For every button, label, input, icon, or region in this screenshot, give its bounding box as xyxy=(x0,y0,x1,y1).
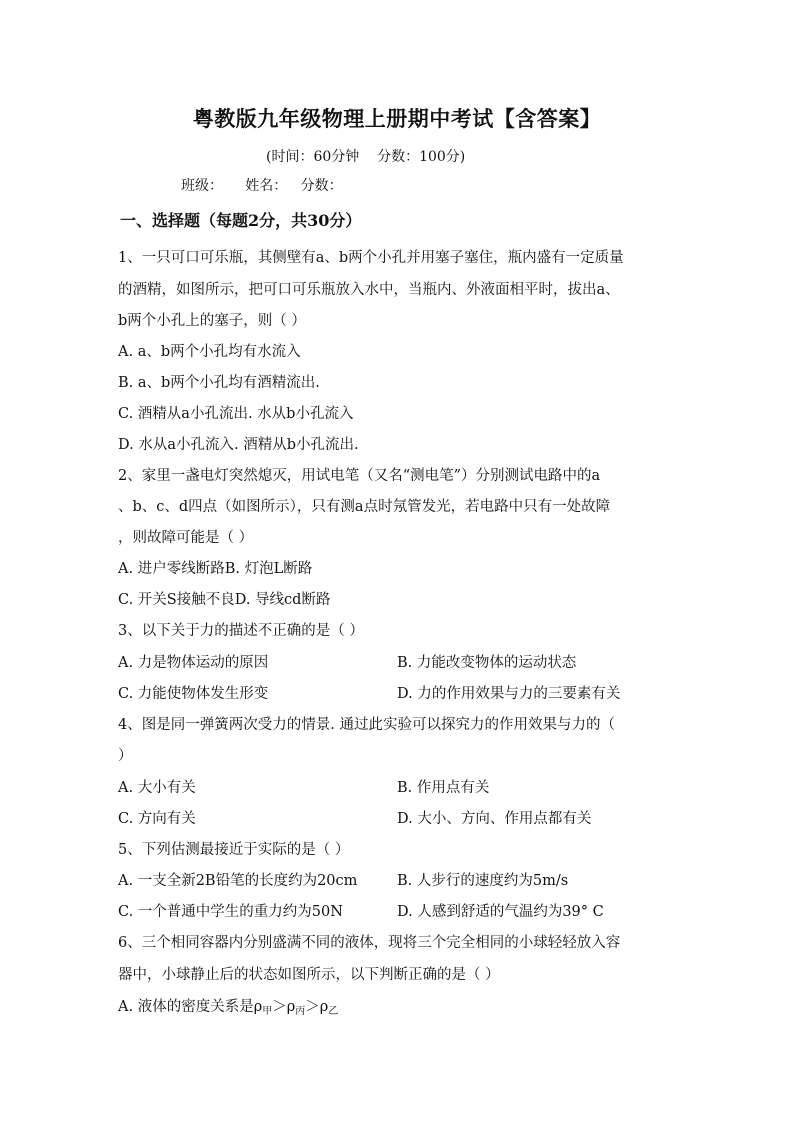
question-3-option-a: A. 力是物体运动的原因 xyxy=(118,655,269,671)
subscript-yi: 乙 xyxy=(328,1006,339,1017)
student-info: 班级： 姓名： 分数： xyxy=(181,178,343,194)
question-1-option-d: D. 水从a小孔流入. 酒精从b小孔流出. xyxy=(118,437,359,453)
question-2-line-1: 2、家里一盏电灯突然熄灭，用试电笔（又名“测电笔”）分别测试电路中的a xyxy=(118,468,601,484)
question-1-line-3: b两个小孔上的塞子，则（ ） xyxy=(118,313,306,329)
question-4-option-a: A. 大小有关 xyxy=(118,780,196,796)
question-6-line-1: 6、三个相同容器内分别盛满不同的液体，现将三个完全相同的小球轻轻放入容 xyxy=(118,935,621,951)
question-3-line-1: 3、以下关于力的描述不正确的是（ ） xyxy=(118,623,364,639)
question-4-line-2: ） xyxy=(118,748,133,764)
question-1-option-b: B. a、b两个小孔均有酒精流出. xyxy=(118,375,320,391)
subscript-jia: 甲 xyxy=(262,1006,273,1017)
question-6-line-2: 器中，小球静止后的状态如图所示，以下判断正确的是（ ） xyxy=(118,967,500,983)
question-6-option-a xyxy=(118,997,338,1019)
question-5-line-1: 5、下列估测最接近于实际的是（ ） xyxy=(118,842,350,858)
question-5-option-c: C. 一个普通中学生的重力约为50N xyxy=(118,904,343,920)
subscript-bing: 丙 xyxy=(295,1006,306,1017)
rho-symbol: ρ xyxy=(286,999,296,1015)
option-a-text: A. 液体的密度关系是 xyxy=(118,999,254,1015)
question-4-option-b: B. 作用点有关 xyxy=(397,780,490,796)
question-2-options-ab: A. 进户零线断路B. 灯泡L断路 xyxy=(118,561,313,577)
rho-symbol: ρ xyxy=(319,999,329,1015)
greater-than-sign: ＞ xyxy=(305,999,320,1015)
question-2-options-cd: C. 开关S接触不良D. 导线cd断路 xyxy=(118,592,331,608)
question-3-option-d: D. 力的作用效果与力的三要素有关 xyxy=(397,686,621,702)
page-title: 粤教版九年级物理上册期中考试【含答案】 xyxy=(192,106,602,131)
question-3-option-b: B. 力能改变物体的运动状态 xyxy=(397,655,577,671)
question-3-option-c: C. 力能使物体发生形变 xyxy=(118,686,269,702)
question-1-line-2: 的酒精，如图所示，把可口可乐瓶放入水中，当瓶内、外液面相平时，拔出a、 xyxy=(118,282,620,298)
section-heading: 一、选择题（每题2分，共30分） xyxy=(120,211,362,230)
question-2-line-3: ，则故障可能是（ ） xyxy=(118,530,254,546)
question-1-line-1: 1、一只可口可乐瓶，其侧壁有a、b两个小孔并用塞子塞住，瓶内盛有一定质量 xyxy=(118,250,624,266)
question-2-line-2: 、b、c、d四点（如图所示），只有测a点时氖管发光，若电路中只有一处故障 xyxy=(118,499,611,515)
question-1-option-c: C. 酒精从a小孔流出. 水从b小孔流入 xyxy=(118,406,354,422)
question-4-option-d: D. 大小、方向、作用点都有关 xyxy=(397,811,592,827)
greater-than-sign: ＞ xyxy=(272,999,287,1015)
question-1-option-a: A. a、b两个小孔均有水流入 xyxy=(118,344,301,360)
question-5-option-b: B. 人步行的速度约为5m/s xyxy=(397,873,569,889)
question-4-line-1: 4、图是同一弹簧两次受力的情景. 通过此实验可以探究力的作用效果与力的（ xyxy=(118,717,615,733)
question-5-option-a: A. 一支全新2B铅笔的长度约为20cm xyxy=(118,873,358,889)
exam-info: (时间：60分钟 分数：100分) xyxy=(266,149,466,165)
question-4-option-c: C. 方向有关 xyxy=(118,811,196,827)
rho-symbol: ρ xyxy=(253,999,263,1015)
question-5-option-d: D. 人感到舒适的气温约为39° C xyxy=(397,904,604,920)
